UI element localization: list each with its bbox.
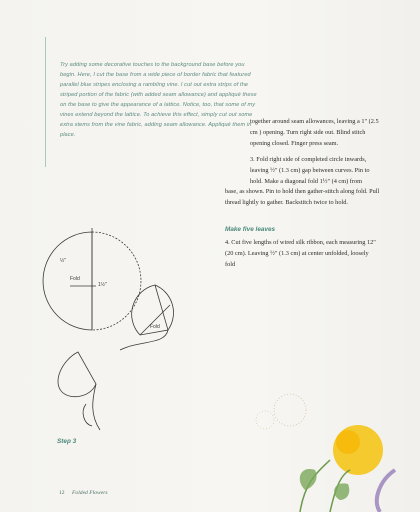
thread-line xyxy=(120,330,168,350)
petal-loop xyxy=(83,404,92,426)
page-number: 12 xyxy=(59,490,65,496)
purple-ribbon xyxy=(377,470,395,512)
fold-diagram-2 xyxy=(120,285,173,350)
page-footer xyxy=(59,490,108,496)
fold-label-2: Fold xyxy=(150,324,160,330)
seed-head xyxy=(274,394,306,426)
step4-text: 4. Cut five lengths of wired silk ribbon, each measuring 12" (20 cm). Leaving ½" (1.3 cm) at center unfolded, loosely fold xyxy=(225,239,376,268)
sidebar-tip: Try adding some decorative touches to the background base before you begin. Here, I cut the base from a wide piece of border fabric that featured parallel blue stripes enclosing a rambling vine. I cut out extra strips of the striped portion of the fabric (with added seam allowance) and appliqué these on the base to give the appearance of a lattice. Notice, too, that some of my vines extend beyond the lattice. To achieve this effect, simply cut out some extra stems from the vine fabric, adding seam allowance. Appliqué them in place. xyxy=(60,62,257,138)
dimension-half-inch: ½" xyxy=(60,258,66,264)
fold-label-1: Fold xyxy=(70,276,80,282)
step3-diagram xyxy=(58,352,100,430)
section-heading: Make five leaves xyxy=(225,226,276,233)
book-title: Folded Flowers xyxy=(72,490,108,496)
gathered-petal xyxy=(58,352,96,397)
fold-diagram-1 xyxy=(43,228,141,330)
step3-text-tail: base, as shown. Pin to hold then gather-stitch along fold. Pull thread lightly to gather. Backstitch twice to hold. xyxy=(225,188,380,206)
step3-text-lead: 3. Fold right side of completed circle inwards, leaving ½" (1.3 cm) gap between curves. Pin to hold. Make a diagonal fold 1½" (4 cm) from xyxy=(250,156,370,185)
petal-stem xyxy=(93,384,100,430)
leaf-2 xyxy=(334,483,349,500)
petal-half-shape xyxy=(43,232,92,330)
leaf-1 xyxy=(300,469,317,490)
flower-illustration xyxy=(256,394,395,512)
dimension-one-half-inch: 1½" xyxy=(98,282,107,288)
circle-outline-dashed xyxy=(92,232,141,330)
bloom-center xyxy=(336,430,360,454)
step-label: Step 3 xyxy=(57,438,77,445)
paragraph-continued: together around seam allowances, leaving a 1" (2.5 cm ) opening. Turn right side out. Blind stitch opening closed. Finger press seam. xyxy=(250,118,379,147)
small-seed-head xyxy=(256,411,274,429)
